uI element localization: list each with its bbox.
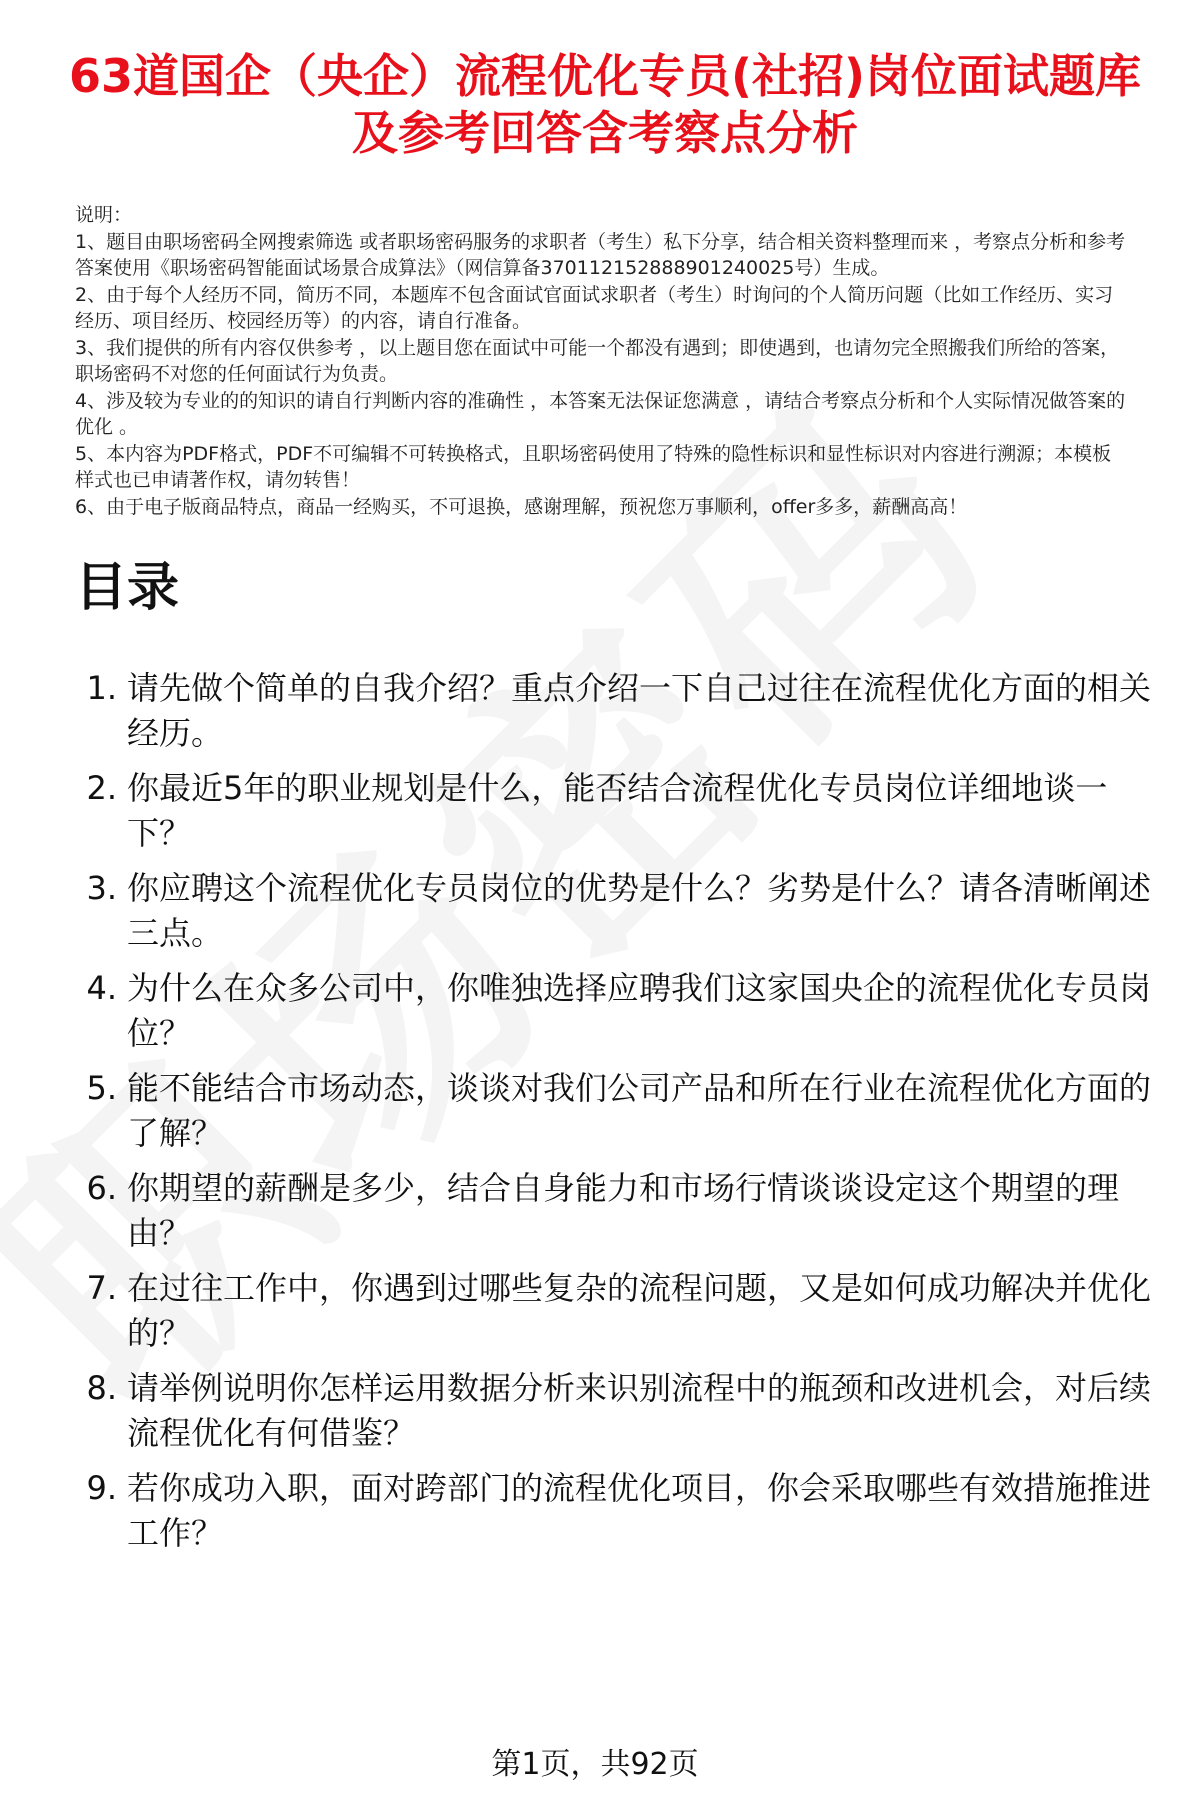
- toc-item-6[interactable]: [0, 1166, 1160, 1256]
- note-item: 1、题目由职场密码全网搜索筛选 或者职场密码服务的求职者（考生）私下分享，结合相关资料整理而来 ，考察点分析和参考答案使用《职场密码智能面试场景合成算法》（网信算备370112152888901240025号）生成。: [75, 230, 1126, 279]
- note-item: 4、涉及较为专业的的知识的请自行判断内容的准确性 ，本答案无法保证您满意 ，请结合考察点分析和个人实际情况做答案的优化 。: [75, 389, 1126, 438]
- toc-list: [0, 666, 1160, 1556]
- toc-item-number: 8.: [86, 1369, 117, 1407]
- toc-item-number: 9.: [86, 1469, 117, 1507]
- notes-section: [75, 202, 1130, 520]
- toc-item-number: 5.: [86, 1069, 117, 1107]
- note-item: 5、本内容为PDF格式，PDF不可编辑不可转换格式，且职场密码使用了特殊的隐性标识和显性标识对内容进行溯源；本模板样式也已申请著作权，请勿转售！: [75, 442, 1112, 491]
- note-item: 6、由于电子版商品特点，商品一经购买，不可退换，感谢理解，预祝您万事顺利，offer多多，薪酬高高！: [75, 495, 968, 518]
- toc-item-8[interactable]: [0, 1366, 1160, 1456]
- page-footer: 第1页，共92页: [491, 1747, 699, 1782]
- notes-heading: 说明：: [75, 204, 133, 226]
- toc-heading: 目录: [75, 558, 180, 618]
- toc-item-text: 你应聘这个流程优化专员岗位的优势是什么？劣势是什么？请各清晰阐述三点。: [127, 869, 1152, 952]
- toc-item-1[interactable]: [0, 666, 1160, 756]
- toc-item-3[interactable]: [0, 866, 1160, 956]
- toc-item-text: 为什么在众多公司中，你唯独选择应聘我们这家国央企的流程优化专员岗位？: [127, 969, 1152, 1052]
- toc-item-5[interactable]: [0, 1066, 1160, 1156]
- toc-item-7[interactable]: [0, 1266, 1160, 1356]
- toc-item-number: 3.: [86, 869, 117, 907]
- toc-item-number: 6.: [86, 1169, 117, 1207]
- toc-item-text: 请先做个简单的自我介绍？重点介绍一下自己过往在流程优化方面的相关经历。: [127, 669, 1152, 752]
- toc-item-number: 2.: [86, 769, 117, 807]
- toc-item-9[interactable]: [0, 1466, 1160, 1556]
- toc-item-text: 你期望的薪酬是多少，结合自身能力和市场行情谈谈设定这个期望的理由？: [127, 1169, 1120, 1252]
- toc-item-4[interactable]: [0, 966, 1160, 1056]
- toc-item-number: 1.: [86, 669, 117, 707]
- note-item: 2、由于每个人经历不同，简历不同，本题库不包含面试官面试求职者（考生）时询问的个人简历问题（比如工作经历、实习经历、项目经历、校园经历等）的内容，请自行准备。: [75, 283, 1114, 332]
- page-title: 63道国企（央企）流程优化专员(社招)岗位面试题库及参考回答含考察点分析: [68, 49, 1142, 160]
- toc-item-text: 若你成功入职，面对跨部门的流程优化项目，你会采取哪些有效措施推进工作？: [127, 1469, 1152, 1552]
- toc-item-text: 能不能结合市场动态，谈谈对我们公司产品和所在行业在流程优化方面的了解？: [127, 1069, 1152, 1152]
- toc-item-text: 你最近5年的职业规划是什么，能否结合流程优化专员岗位详细地谈一下？: [127, 769, 1108, 852]
- note-item: 3、我们提供的所有内容仅供参考 ，以上题目您在面试中可能一个都没有遇到；即使遇到，也请勿完全照搬我们所给的答案，职场密码不对您的任何面试行为负责。: [75, 336, 1120, 385]
- toc-item-number: 7.: [86, 1269, 117, 1307]
- toc-item-text: 请举例说明你怎样运用数据分析来识别流程中的瓶颈和改进机会，对后续流程优化有何借鉴？: [127, 1369, 1152, 1452]
- toc-item-number: 4.: [86, 969, 117, 1007]
- toc-item-2[interactable]: [0, 766, 1160, 856]
- toc-item-text: 在过往工作中，你遇到过哪些复杂的流程问题，又是如何成功解决并优化的？: [127, 1269, 1152, 1352]
